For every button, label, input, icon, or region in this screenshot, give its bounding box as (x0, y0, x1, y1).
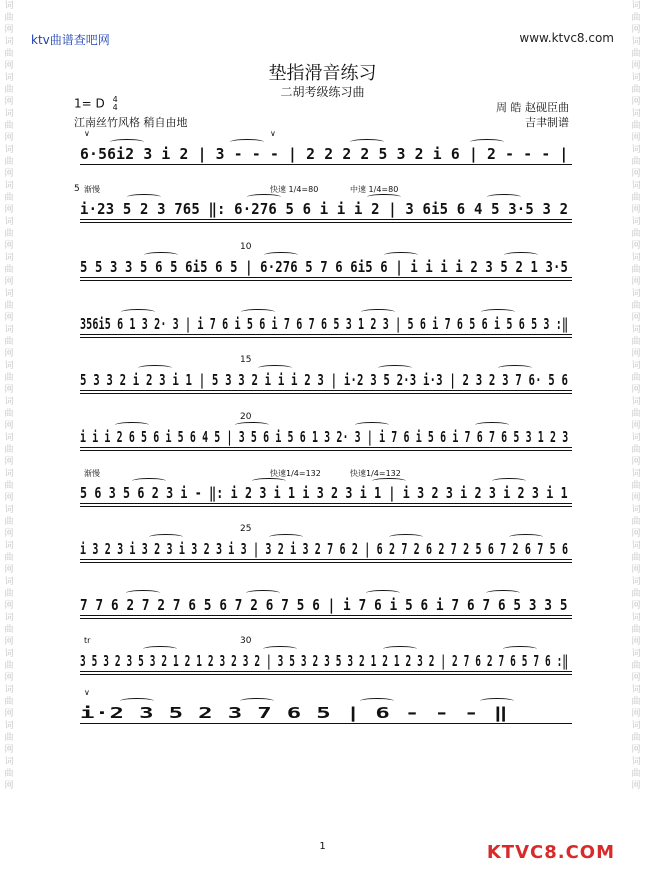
watermark-char: 曲 (4, 697, 14, 707)
watermark-char: 词 (4, 109, 14, 119)
watermark-char: 曲 (631, 661, 641, 671)
watermark-char: 曲 (631, 589, 641, 599)
underline-rhythm (80, 277, 572, 278)
notation-text: 356i5 6 1 3 2· 3 | i 7 6 i 5 6 i 7 6 7 6 5 3 1 2 3 | 5 6 i 7 6 5 6 i 5 6 5 3 :‖ (80, 315, 569, 333)
underline-rhythm (80, 615, 572, 616)
watermark-char: 曲 (631, 553, 641, 563)
watermark-char: 曲 (4, 373, 14, 383)
watermark-char: 网 (631, 601, 641, 611)
underline-rhythm (80, 219, 572, 220)
score-line (80, 412, 572, 450)
notation-text: i·23 5 2 3 765 ‖: 6·276 5 6 i i i 2 | 3 6i5 6 4 5 3·5 3 2 (80, 200, 569, 218)
watermark-char: 网 (4, 709, 14, 719)
slur-mark (126, 590, 160, 596)
slur-mark (480, 698, 514, 704)
watermark-char: 曲 (631, 625, 641, 635)
watermark-char: 网 (631, 745, 641, 755)
underline-rhythm-double (80, 222, 572, 223)
watermark-char: 网 (631, 133, 641, 143)
slur-mark (366, 590, 400, 596)
watermark-char: 词 (4, 433, 14, 443)
watermark-char: 网 (631, 169, 641, 179)
watermark-char: 曲 (4, 157, 14, 167)
measure-number: 20 (240, 412, 252, 422)
slur-mark (115, 422, 149, 428)
notation-text: 7 7 6 2 7 2 7 6 5 6 7 2 6 7 5 6 | i 7 6 i 5 6 i 7 6 7 6 5 3 3 5 (80, 596, 568, 614)
watermark-char: 曲 (4, 625, 14, 635)
watermark-char: 曲 (631, 265, 641, 275)
watermark-char: 网 (631, 277, 641, 287)
underline-rhythm-double (80, 337, 572, 338)
watermark-char: 曲 (4, 733, 14, 743)
notation-text: i 3 2 3 i 3 2 3 i 3 2 3 i 3 | 3 2 i 3 2 7 6 2 | 6 2 7 2 6 2 7 2 5 6 7 2 6 7 5 6 (80, 540, 569, 558)
watermark-char: 网 (631, 529, 641, 539)
slur-mark (258, 365, 292, 371)
slur-mark (503, 646, 537, 652)
slur-mark (475, 422, 509, 428)
slur-mark (378, 365, 412, 371)
watermark-char: 网 (631, 205, 641, 215)
time-bottom: 4 (112, 103, 118, 112)
watermark-char: 曲 (631, 157, 641, 167)
watermark-char: 网 (4, 781, 14, 791)
watermark-char: 词 (4, 649, 14, 659)
slur-mark (487, 194, 521, 200)
underline-rhythm (80, 559, 572, 560)
watermark-char: 网 (4, 637, 14, 647)
watermark-char: 网 (631, 349, 641, 359)
slur-mark (121, 309, 155, 315)
watermark-char: 词 (631, 253, 641, 263)
slur-mark (120, 698, 154, 704)
slur-mark (138, 365, 172, 371)
watermark-char: 曲 (631, 121, 641, 131)
watermark-char: 曲 (631, 733, 641, 743)
score-line (80, 592, 572, 618)
notation-mark: 快速1/4=132 (270, 469, 321, 478)
watermark-char: 网 (631, 421, 641, 431)
slur-mark (246, 590, 280, 596)
watermark-char: 网 (631, 781, 641, 791)
watermark-char: 词 (4, 1, 14, 11)
notation-mark: 快速 1/4=80 (270, 185, 319, 194)
notation-mark: tr (84, 636, 91, 645)
watermark-char: 网 (4, 385, 14, 395)
underline-rhythm-double (80, 280, 572, 281)
slur-mark (355, 422, 389, 428)
watermark-char: 词 (631, 325, 641, 335)
watermark-char: 曲 (4, 49, 14, 59)
watermark-right (629, 0, 643, 891)
slur-mark (509, 534, 543, 540)
watermark-char: 词 (631, 649, 641, 659)
watermark-char: 网 (4, 205, 14, 215)
slur-mark (235, 422, 269, 428)
watermark-char: 网 (4, 349, 14, 359)
watermark-char: 曲 (4, 85, 14, 95)
watermark-char: 曲 (631, 85, 641, 95)
notation-mark: 渐慢 (84, 469, 100, 478)
watermark-char: 曲 (4, 481, 14, 491)
slur-mark (230, 139, 264, 145)
watermark-char: 词 (631, 109, 641, 119)
measure-number: 5 (74, 184, 80, 194)
watermark-char: 词 (631, 757, 641, 767)
watermark-char: 词 (631, 433, 641, 443)
watermark-char: 词 (4, 361, 14, 371)
notation-mark: 渐慢 (84, 185, 100, 194)
watermark-char: 词 (631, 505, 641, 515)
watermark-char: 词 (631, 397, 641, 407)
watermark-char: 曲 (4, 229, 14, 239)
watermark-char: 词 (4, 253, 14, 263)
score-line (80, 688, 572, 726)
slur-mark (143, 646, 177, 652)
watermark-char: 网 (631, 673, 641, 683)
notation-text: 3 5 3 2 3 5 3 2 1 2 1 2 3 2 3 2 | 3 5 3 2 3 5 3 2 1 2 1 2 3 2 | 2 7 6 2 7 6 5 7 6 :‖ (80, 652, 569, 670)
slur-mark (384, 252, 418, 258)
watermark-char: 词 (4, 289, 14, 299)
watermark-char: 曲 (631, 13, 641, 23)
watermark-char: 网 (631, 385, 641, 395)
watermark-char: 词 (4, 721, 14, 731)
watermark-char: 曲 (4, 13, 14, 23)
watermark-char: 网 (631, 313, 641, 323)
watermark-char: 词 (631, 361, 641, 371)
score-line (80, 636, 572, 674)
notation-text: 6·56i2 3 i 2 | 3 - - - | 2 2 2 2 5 3 2 i 6 | 2 - - - | (80, 145, 569, 163)
watermark-char: 词 (631, 685, 641, 695)
underline-rhythm-double (80, 562, 572, 563)
slur-mark (486, 590, 520, 596)
time-signature (113, 96, 118, 112)
watermark-char: 曲 (631, 229, 641, 239)
slur-mark (481, 309, 515, 315)
watermark-char: 词 (631, 181, 641, 191)
watermark-char: 网 (4, 673, 14, 683)
score-line (80, 524, 572, 562)
watermark-char: 网 (631, 25, 641, 35)
score-line (74, 184, 572, 222)
watermark-char: 词 (631, 541, 641, 551)
watermark-char: 词 (4, 541, 14, 551)
underline-rhythm (80, 390, 572, 391)
notation-mark: 中速 1/4=80 (350, 185, 399, 194)
watermark-char: 词 (631, 289, 641, 299)
watermark-char: 网 (631, 637, 641, 647)
watermark-char: 网 (4, 457, 14, 467)
slur-mark (389, 534, 423, 540)
watermark-char: 曲 (631, 193, 641, 203)
underline-rhythm (80, 447, 572, 448)
slur-mark (241, 309, 275, 315)
watermark-char: 网 (4, 565, 14, 575)
watermark-char: 曲 (631, 697, 641, 707)
notation-text: 5 5 3 3 5 6 5 6i5 6 5 | 6·276 5 7 6 6i5 6 | i i i i 2 3 5 2 1 3·5 (80, 258, 568, 276)
key-signature (74, 96, 118, 112)
score-line (80, 311, 572, 337)
watermark-char: 曲 (4, 265, 14, 275)
notation-mark: ∨ (84, 688, 90, 697)
watermark-char: 词 (631, 37, 641, 47)
watermark-char: 网 (4, 421, 14, 431)
watermark-char: 网 (4, 97, 14, 107)
page-title: 垫指滑音练习 (268, 63, 377, 84)
watermark-char: 曲 (4, 769, 14, 779)
watermark-char: 网 (4, 313, 14, 323)
underline-rhythm-double (80, 674, 572, 675)
underline-rhythm (80, 723, 572, 724)
slur-mark (127, 194, 161, 200)
score-line (80, 355, 572, 393)
watermark-char: 曲 (631, 337, 641, 347)
watermark-char: 词 (4, 397, 14, 407)
notation-text: 5 6 3 5 6 2 3 i - ‖: i 2 3 i 1 i 3 2 3 i 1 | i 3 2 3 i 2 3 i 2 3 i 1 (80, 484, 568, 502)
watermark-char: 曲 (4, 589, 14, 599)
watermark-char: 曲 (631, 49, 641, 59)
watermark-char: 网 (4, 745, 14, 755)
watermark-char: 词 (4, 325, 14, 335)
watermark-char: 词 (631, 1, 641, 11)
watermark-char: 词 (631, 469, 641, 479)
watermark-char: 词 (4, 37, 14, 47)
underline-rhythm-double (80, 450, 572, 451)
score-line (80, 129, 572, 167)
watermark-left (2, 0, 16, 891)
watermark-char: 曲 (4, 301, 14, 311)
slur-mark (470, 139, 504, 145)
watermark-char: 曲 (631, 769, 641, 779)
watermark-char: 曲 (631, 481, 641, 491)
watermark-char: 词 (4, 685, 14, 695)
watermark-char: 曲 (631, 517, 641, 527)
watermark-char: 词 (4, 505, 14, 515)
watermark-char: 词 (631, 73, 641, 83)
watermark-char: 曲 (4, 445, 14, 455)
watermark-char: 曲 (4, 337, 14, 347)
style-note: 江南丝竹风格 稍自由地 (74, 116, 188, 129)
watermark-char: 词 (4, 577, 14, 587)
watermark-char: 词 (4, 757, 14, 767)
time-top: 4 (112, 95, 118, 104)
page-subtitle: 二胡考级练习曲 (280, 85, 365, 99)
slur-mark (360, 698, 394, 704)
watermark-char: 网 (4, 493, 14, 503)
underline-rhythm-double (80, 618, 572, 619)
watermark-char: 词 (631, 217, 641, 227)
watermark-char: 词 (4, 181, 14, 191)
measure-number: 10 (240, 242, 252, 252)
watermark-char: 词 (4, 613, 14, 623)
watermark-char: 曲 (4, 409, 14, 419)
watermark-char: 曲 (4, 517, 14, 527)
watermark-char: 词 (631, 721, 641, 731)
slur-mark (350, 139, 384, 145)
watermark-char: 曲 (4, 121, 14, 131)
underline-rhythm-double (80, 506, 572, 507)
notation-mark: ∨ (270, 129, 276, 138)
slur-mark (264, 252, 298, 258)
watermark-char: 曲 (631, 373, 641, 383)
watermark-char: 网 (631, 61, 641, 71)
watermark-char: 曲 (631, 301, 641, 311)
watermark-char: 网 (4, 25, 14, 35)
notation-mark: ∨ (84, 129, 90, 138)
watermark-char: 网 (4, 529, 14, 539)
slur-mark (504, 252, 538, 258)
measure-number: 25 (240, 524, 252, 534)
watermark-char: 网 (4, 169, 14, 179)
watermark-char: 词 (631, 577, 641, 587)
notation-text: i·2 3 5 2 3 7 6 5 | 6 - - - ‖ (80, 704, 509, 722)
page-number: 1 (319, 841, 326, 852)
underline-rhythm (80, 334, 572, 335)
watermark-char: 曲 (4, 193, 14, 203)
slur-mark (498, 365, 532, 371)
measure-number: 15 (240, 355, 252, 365)
slur-mark (269, 534, 303, 540)
watermark-char: 曲 (631, 409, 641, 419)
score-line (80, 242, 572, 280)
slur-mark (110, 139, 144, 145)
watermark-char: 曲 (631, 445, 641, 455)
watermark-char: 网 (631, 709, 641, 719)
notation-mark: 快速1/4=132 (350, 469, 401, 478)
notation-text: 5 3 3 2 i 2 3 i 1 | 5 3 3 2 i i i 2 3 | i·2 3 5 2·3 i·3 | 2 3 2 3 7 6· 5 6 (80, 371, 569, 389)
site-logo[interactable]: KTVC8.COM (486, 842, 615, 863)
underline-rhythm (80, 503, 572, 504)
watermark-char: 词 (631, 613, 641, 623)
key-label: 1= D (74, 96, 105, 111)
watermark-char: 网 (631, 493, 641, 503)
notation-text: i i i 2 6 5 6 i 5 6 4 5 | 3 5 6 i 5 6 1 3 2· 3 | i 7 6 i 5 6 i 7 6 7 6 5 3 1 2 3 (80, 428, 569, 446)
watermark-char: 网 (4, 277, 14, 287)
watermark-char: 曲 (4, 661, 14, 671)
watermark-char: 网 (4, 601, 14, 611)
underline-rhythm (80, 671, 572, 672)
underline-rhythm-double (80, 393, 572, 394)
composer: 周 皓 赵砚臣曲 (496, 101, 569, 114)
slur-mark (361, 309, 395, 315)
arranger: 吉聿制谱 (525, 116, 569, 129)
watermark-char: 网 (631, 457, 641, 467)
watermark-char: 网 (631, 97, 641, 107)
slur-mark (132, 478, 166, 484)
watermark-char: 词 (4, 469, 14, 479)
slur-mark (144, 252, 178, 258)
slur-mark (492, 478, 526, 484)
slur-mark (240, 698, 274, 704)
watermark-char: 词 (4, 217, 14, 227)
watermark-char: 网 (631, 241, 641, 251)
underline-rhythm (80, 164, 572, 165)
slur-mark (263, 646, 297, 652)
watermark-char: 网 (4, 61, 14, 71)
watermark-char: 词 (4, 73, 14, 83)
watermark-char: 曲 (4, 553, 14, 563)
slur-mark (149, 534, 183, 540)
site-name[interactable]: ktv曲谱查吧网 (31, 33, 110, 47)
site-url[interactable]: www.ktvc8.com (519, 31, 614, 45)
slur-mark (383, 646, 417, 652)
watermark-char: 网 (4, 133, 14, 143)
score-line (80, 469, 572, 506)
watermark-char: 网 (631, 565, 641, 575)
watermark-char: 词 (4, 145, 14, 155)
watermark-char: 词 (631, 145, 641, 155)
watermark-char: 网 (4, 241, 14, 251)
measure-number: 30 (240, 636, 252, 646)
